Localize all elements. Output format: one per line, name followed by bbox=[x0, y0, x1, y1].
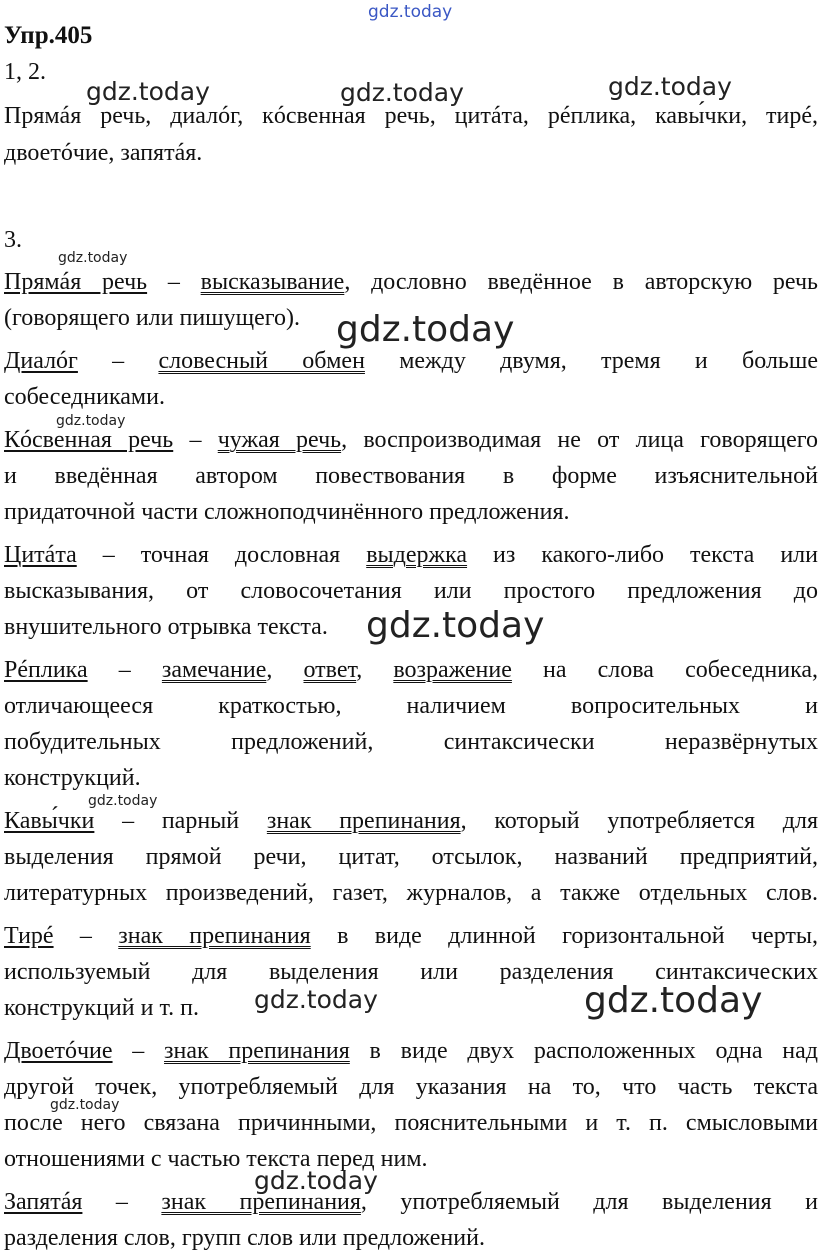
section-label-1-2: 1, 2. bbox=[4, 59, 46, 85]
watermark-logo: gdz.today bbox=[86, 77, 210, 106]
core-word: знак препинания bbox=[161, 1189, 361, 1215]
term-quotation: Цитáта bbox=[4, 542, 77, 568]
definition-dialogue: Диалóг – словесный обмен между двумя, тремя и больше bbox=[4, 348, 818, 374]
watermark-logo: gdz.today bbox=[50, 1097, 120, 1113]
definition-line: и введённая автором повествования в форме изъяснительной bbox=[4, 463, 818, 489]
definition-remark: Рéплика – замечание, ответ, возражение на слова собеседника, bbox=[4, 657, 819, 683]
definition-line: используемый для выделения или разделения синтаксических bbox=[4, 959, 818, 985]
term-remark: Рéплика bbox=[4, 657, 88, 683]
terms-list-line-2: двоетóчие, запятáя. bbox=[4, 140, 203, 166]
definition-quotation-marks: Кавы́чки – парный знак препинания, который употребляется для bbox=[4, 808, 818, 834]
core-word: выдержка bbox=[366, 542, 468, 568]
watermark-logo: gdz.today bbox=[608, 72, 732, 101]
core-word: знак препинания bbox=[164, 1038, 350, 1064]
watermark-logo: gdz.today bbox=[56, 413, 126, 429]
definition-line: собеседниками. bbox=[4, 384, 165, 410]
term-quotation-marks: Кавы́чки bbox=[4, 808, 95, 834]
term-comma: Запятáя bbox=[4, 1189, 83, 1215]
core-word: словесный обмен bbox=[158, 348, 365, 374]
definition-line: после него связана причинными, пояснительными и т. п. смысловыми bbox=[4, 1110, 818, 1136]
definition-line: выделения прямой речи, цитат, отсылок, названий предприятий, bbox=[4, 844, 818, 870]
core-word: возражение bbox=[393, 657, 512, 683]
exercise-title: Упр.405 bbox=[4, 22, 93, 49]
term-colon: Двоетóчие bbox=[4, 1038, 113, 1064]
terms-list-line-1: Прямáя речь, диалóг, кóсвенная речь, цитáта, рéплика, кавы́чки, тирé, bbox=[4, 103, 818, 129]
definition-colon: Двоетóчие – знак препинания в виде двух расположенных одна над bbox=[4, 1038, 818, 1064]
watermark-logo: gdz.today bbox=[58, 250, 128, 266]
watermark-logo: gdz.today bbox=[254, 1166, 378, 1195]
definition-line: (говорящего или пишущего). bbox=[4, 305, 301, 331]
core-word: ответ bbox=[303, 657, 357, 683]
term-dash: Тирé bbox=[4, 923, 54, 949]
term-dialogue: Диалóг bbox=[4, 348, 78, 374]
watermark-logo: gdz.today bbox=[368, 2, 453, 22]
definition-line: разделения слов, групп слов или предложений. bbox=[4, 1225, 485, 1251]
definition-line: литературных произведений, газет, журналов, а также отдельных слов. bbox=[4, 880, 818, 906]
definition-direct-speech: Прямáя речь – высказывание, дословно введённое в авторскую речь bbox=[4, 269, 818, 295]
core-word: знак препинания bbox=[118, 923, 311, 949]
definition-line: придаточной части сложноподчинённого предложения. bbox=[4, 499, 570, 525]
definition-quotation: Цитáта – точная дословная выдержка из какого-либо текста или bbox=[4, 542, 818, 568]
definition-line: другой точек, употребляемый для указания на то, что часть текста bbox=[4, 1074, 818, 1100]
core-word: знак препинания bbox=[266, 808, 461, 834]
watermark-logo: gdz.today bbox=[88, 793, 158, 809]
core-word: чужая речь bbox=[217, 427, 342, 453]
definition-dash: Тирé – знак препинания в виде длинной горизонтальной черты, bbox=[4, 923, 818, 949]
watermark-logo: gdz.today bbox=[254, 985, 378, 1014]
definition-comma: Запятáя – знак препинания, употребляемый для выделения и bbox=[4, 1189, 818, 1215]
definition-line: внушительного отрывка текста. bbox=[4, 614, 328, 640]
definition-line: конструкций и т. п. bbox=[4, 995, 199, 1021]
core-word: замечание bbox=[161, 657, 267, 683]
term-indirect-speech: Кóсвенная речь bbox=[4, 427, 174, 453]
definition-line: побудительных предложений, синтаксически неразвёрнутых bbox=[4, 729, 818, 755]
term-direct-speech: Прямáя речь bbox=[4, 269, 148, 295]
definition-line: высказывания, от словосочетания или простого предложения до bbox=[4, 578, 818, 604]
watermark-logo: gdz.today bbox=[336, 309, 515, 350]
definition-line: отношениями с частью текста перед ним. bbox=[4, 1146, 428, 1172]
definition-line: отличающееся краткостью, наличием вопросительных и bbox=[4, 693, 818, 719]
definition-indirect-speech: Кóсвенная речь – чужая речь, воспроизводимая не от лица говорящего bbox=[4, 427, 819, 453]
core-word: высказывание bbox=[200, 269, 345, 295]
watermark-logo: gdz.today bbox=[584, 980, 763, 1021]
section-label-3: 3. bbox=[4, 227, 22, 253]
definition-line: конструкций. bbox=[4, 765, 141, 791]
watermark-logo: gdz.today bbox=[340, 78, 464, 107]
watermark-logo: gdz.today bbox=[366, 605, 545, 646]
